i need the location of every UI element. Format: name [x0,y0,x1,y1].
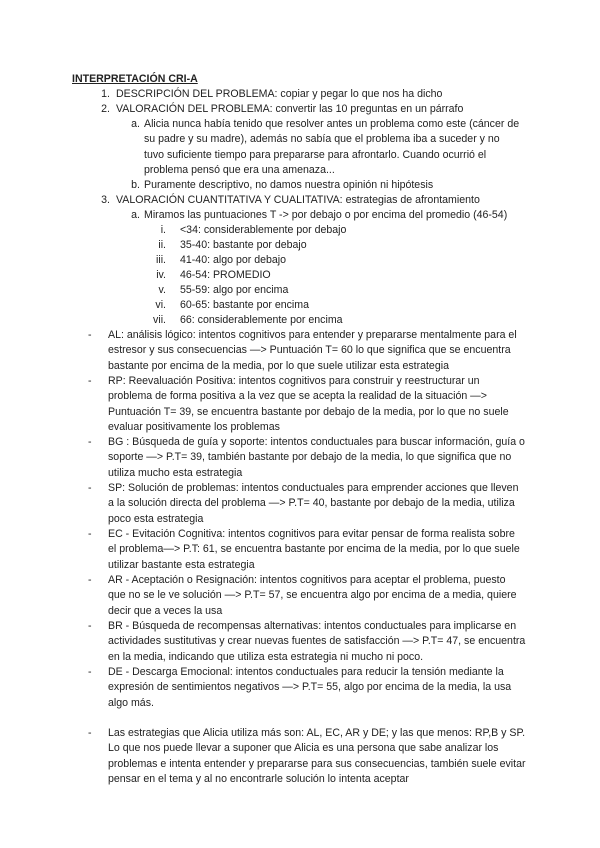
range-text: 66: considerablemente por encima [180,314,343,326]
list-item-text: VALORACIÓN CUANTITATIVA Y CUALITATIVA: estrategias de afrontamiento [116,194,480,206]
conclusion-text: Las estrategias que Alicia utiliza más son: AL, EC, AR y DE; y las que menos: RP,B y SP. Lo que nos puede llevar a suponer que Alicia es una persona que sabe analizar los problemas e intenta entender y prepararse para sus consecuencias, también suele evitar pensar en el tema y al no encontrarle solución lo intenta aceptar [108,727,526,786]
bullet-dash: - [88,436,92,448]
range-text: 46-54: PROMEDIO [180,269,271,281]
list-item-text: Puramente descriptivo, no damos nuestra opinión ni hipótesis [144,179,434,191]
bullet-dash: - [88,666,92,678]
list-item-text: Alicia nunca había tenido que resolver antes un problema como este (cáncer de su padre y su madre), además no sabía que el problema iba a suceder y no tuvo suficiente tiempo para prepararse para afrontarlo. Cuando ocurrió el problema pensó que era una amenaza... [144,118,520,177]
list-item-text: DESCRIPCIÓN DEL PROBLEMA: copiar y pegar lo que nos ha dicho [116,88,443,100]
range-text: 41-40: algo por debajo [180,254,287,266]
range-text: 60-65: bastante por encima [180,299,309,311]
range-text: 35-40: bastante por debajo [180,239,307,251]
bullet-dash: - [88,375,92,387]
document-title: INTERPRETACIÓN CRI-A [72,73,198,85]
strategy-text: RP: Reevaluación Positiva: intentos cognitivos para construir y reestructurar un problema de forma positiva a la vez que se acepta la realidad de la situación —> Puntuación T= 39, se encuentra bastante por debajo de la media, por lo que no suele evaluar positivamente los problemas [108,375,509,434]
list-marker: b. [131,179,140,191]
bullet-dash: - [88,727,92,739]
list-marker: a. [131,118,140,130]
strategy-text: EC - Evitación Cognitiva: intentos cognitivos para evitar pensar de forma realista sobre el problema—> P.T: 61, se encuentra bastante por encima de la media, por lo que suele utilizar bastante esta estrategia [108,528,520,571]
strategy-text: SP: Solución de problemas: intentos conductuales para emprender acciones que lleven a la solución directa del problema —> P.T= 40, bastante por debajo de la media, utiliza poco esta estrategia [108,482,519,525]
bullet-dash: - [88,329,92,341]
range-text: <34: considerablemente por debajo [180,224,347,236]
list-marker: i. [160,224,166,236]
strategy-text: DE - Descarga Emocional: intentos conductuales para reducir la tensión mediante la expresión de sentimientos negativos —> P.T= 55, algo por encima de la media, la usa algo más. [108,666,512,709]
bullet-dash: - [88,482,92,494]
list-marker: 1. [101,88,110,100]
strategy-text: AL: análisis lógico: intentos cognitivos para entender y prepararse mentalmente para el estresor y sus consecuencias —> Puntuación T= 60 lo que significa que se encuentra bastante por encima de la media, por lo que suele utilizar esta estrategia [108,329,517,372]
list-marker: iii. [155,254,166,266]
list-marker: 3. [101,194,110,206]
list-marker: vii. [153,314,166,326]
strategy-text: AR - Aceptación o Resignación: intentos cognitivos para aceptar el problema, puesto que no se le ve solución —> P.T= 57, se encuentra algo por encima de a media, quiere decir que a veces la usa [108,574,517,617]
bullet-dash: - [88,528,92,540]
list-item-text: VALORACIÓN DEL PROBLEMA: convertir las 10 preguntas en un párrafo [116,103,464,115]
list-marker: a. [131,209,140,221]
list-marker: v. [158,284,166,296]
strategy-text: BG : Búsqueda de guía y soporte: intentos conductuales para buscar información, guía o soporte —> P.T= 39, también bastante por debajo de la media, lo que significa que no utiliza mucho esta estrategia [108,436,525,479]
bullet-dash: - [88,620,92,632]
strategy-text: BR - Búsqueda de recompensas alternativas: intentos conductuales para implicarse en actividades sustitutivas y crear nuevas fuentes de satisfacción —> P.T= 47, se encuentra en la media, indicando que utiliza esta estrategia ni mucho ni poco. [108,620,526,663]
list-marker: 2. [101,103,110,115]
list-marker: ii. [158,239,166,251]
list-marker: iv. [156,269,166,281]
list-marker: vi. [155,299,166,311]
range-text: 55-59: algo por encima [180,284,289,296]
list-item-text: Miramos las puntuaciones T -> por debajo o por encima del promedio (46-54) [144,209,508,221]
bullet-dash: - [88,574,92,586]
